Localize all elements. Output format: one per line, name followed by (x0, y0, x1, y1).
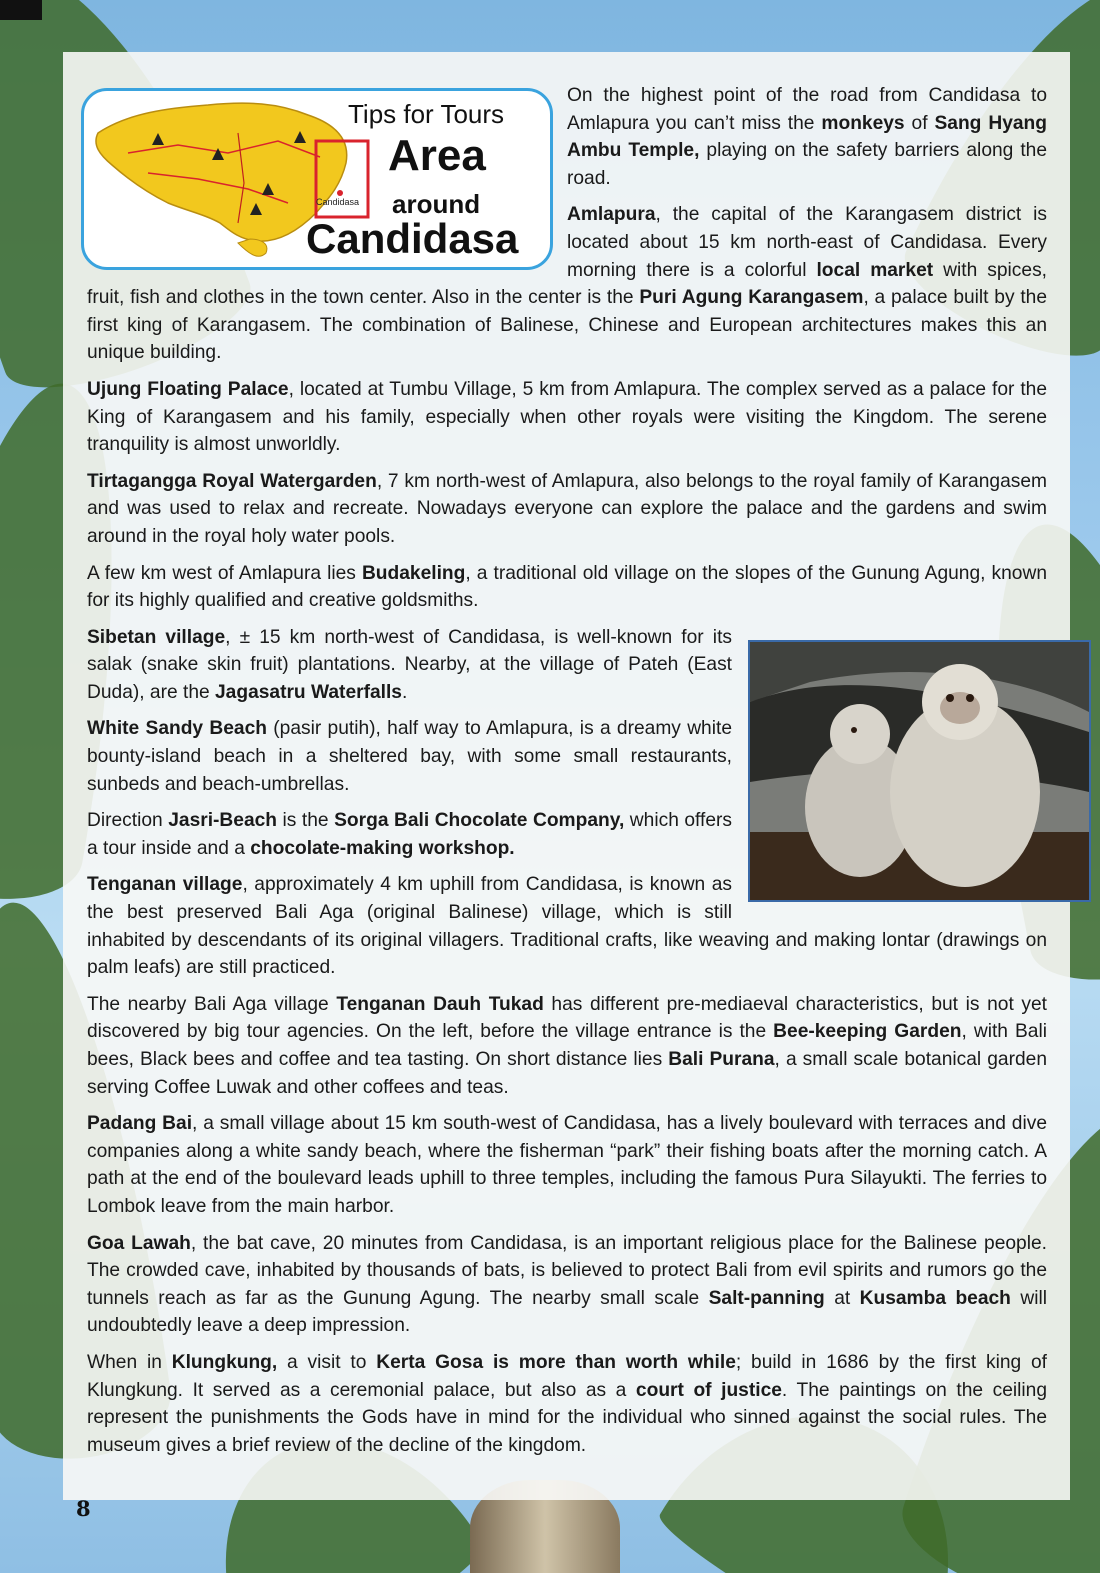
highlight-text: Padang Bai (87, 1113, 193, 1135)
highlight-text: Sang Hyang Ambu Temple, (567, 112, 1047, 162)
highlight-text: Sorga Bali Chocolate Company, (334, 810, 625, 832)
highlight-text: monkeys (821, 112, 905, 134)
title-area: Area (388, 131, 486, 180)
highlight-text: Kerta Gosa is more than worth while (376, 1351, 736, 1373)
title-around: around (392, 189, 481, 219)
paragraph (87, 468, 1047, 551)
body-text: ; build in 1686 by the first king of Klungkung. It served as a ceremonial palace, but also as a (87, 1351, 1048, 1401)
highlight-text: Jagasatru Waterfalls (215, 681, 402, 703)
body-text: a visit to (277, 1351, 377, 1373)
highlight-text: Salt-panning (708, 1287, 825, 1309)
body-text: (pasir putih), half way to Amlapura, is a dreamy white bounty-island beach in a sheltered bay, with some small restaurants, sunbeds and beach-umbrellas. (87, 718, 732, 795)
body-text: with spices, fruit, fish and clothes in the town center. Also in the center is the (87, 259, 1047, 309)
body-text: is the (277, 810, 335, 832)
paragraph (87, 1349, 1047, 1459)
body-text: A few km west of Amlapura lies (87, 562, 362, 584)
highlight-text: Bali Purana (668, 1049, 775, 1070)
highlight-text: Jasri-Beach (168, 810, 278, 832)
title-tips: Tips for Tours (348, 99, 505, 129)
body-text: which offers a tour inside and a (87, 810, 733, 859)
body-text: . The paintings on the ceiling represent the punishments the Gods have in mind for the individual who sinned against the social rules. The museum gives a brief review of the decline of the kingdom. (87, 1379, 1047, 1456)
body-text: , located at Tumbu Village, 5 km from Amlapura. The complex served as a palace for the King of Karangasem and his family, especially when other royals were visiting the Kingdom. The serene tranquility is almost unworldly. (87, 378, 1047, 456)
body-text: , with Bali bees, Black bees and coffee and tea tasting. On short distance lies (87, 1021, 1047, 1070)
body-text: . (401, 681, 408, 703)
body-text: , approximately 4 km uphill from Candidasa, is known as the best preserved Bali Aga (original Balinese) village, which is still inhabited by descendants of its original villagers. Traditional crafts, like weaving and making lontar (drawings on palm leafs) are still practiced. (87, 874, 1047, 979)
body-text: at (824, 1287, 860, 1309)
body-text: , 7 km north-west of Amlapura, also belongs to the royal family of Karangasem and was used to relax and recreate. Nowadays everyone can explore the palace and the gardens and swim around in the royal holy water pools. (87, 470, 1047, 547)
article (87, 82, 1047, 1468)
highlight-text: Tenganan village (87, 874, 243, 896)
body-text: , a small village about 15 km south-west of Candidasa, has a lively boulevard with terraces and dive companies along a white sandy beach, where the fisherman “park” their fishing boats after the morning catch. A path at the end of the boulevard leads uphill to three temples, including the famous Pura Silayukti. The ferries to Lombok leave from the main harbor. (87, 1113, 1047, 1217)
highlight-text: Tirtagangga Royal Watergarden (87, 470, 377, 492)
highlight-text: Klungkung, (171, 1351, 278, 1373)
highlight-text: chocolate-making workshop. (250, 837, 515, 859)
corner-mark (0, 0, 42, 20)
paragraph (87, 560, 1047, 615)
body-text: , a traditional old village on the slopes of the Gunung Agung, known for its highly qualified and creative goldsmiths. (87, 562, 1047, 612)
highlight-text: Kusamba beach (859, 1287, 1011, 1309)
body-text: , a palace built by the first king of Karangasem. The combination of Balinese, Chinese and European architectures makes this an unique building. (87, 287, 1048, 364)
highlight-text: Amlapura (567, 204, 656, 226)
body-text: , the capital of the Karangasem district is located about 15 km north-east of Candidasa. Every morning there is a colorful (567, 204, 1047, 281)
body-text: will undoubtedly leave a deep impression. (87, 1287, 1047, 1337)
body-text: , the bat cave, 20 minutes from Candidasa, is an important religious place for the Balinese people. The crowded cave, inhabited by thousands of bats, is believed to protect Bali from evil spirits and rumors go the tunnels reach as far as the Gunung Agung. The nearby small scale (87, 1232, 1047, 1309)
highlight-text: White Sandy Beach (87, 718, 267, 740)
paragraph (87, 1110, 1047, 1220)
title-box (81, 88, 553, 270)
body-text: The nearby Bali Aga village (87, 993, 337, 1015)
highlight-text: local market (816, 259, 934, 281)
highlight-text: Budakeling (361, 562, 466, 584)
map-label-candidasa: Candidasa (316, 197, 360, 207)
body-text: On the highest point of the road from Candidasa to Amlapura you can’t miss the (567, 85, 1047, 134)
body-text: , a small scale botanical garden serving Coffee Luwak and other coffees and teas. (87, 1049, 1047, 1098)
highlight-text: Puri Agung Karangasem (639, 287, 864, 309)
body-text: When in (87, 1351, 172, 1373)
highlight-text: Goa Lawah (87, 1232, 191, 1254)
paragraph (87, 376, 1047, 459)
highlight-text: court of justice (635, 1379, 782, 1401)
body-text: Direction (87, 810, 169, 832)
paragraph (87, 991, 1047, 1101)
highlight-text: Bee-keeping Garden (773, 1021, 962, 1043)
highlight-text: Sibetan village (87, 626, 226, 648)
highlight-text: Ujung Floating Palace (87, 378, 289, 400)
body-text: of (904, 112, 935, 134)
highlight-text: Tenganan Dauh Tukad (336, 993, 544, 1015)
body-text: playing on the safety barriers along the road. (567, 140, 1047, 189)
body-text: , ± 15 km north-west of Candidasa, is well-known for its salak (snake skin fruit) plantations. Nearby, at the village of Pateh (East Duda), are the (87, 626, 732, 703)
paragraph (87, 1230, 1047, 1340)
monkeys-photo (748, 640, 1091, 902)
title-candidasa: Candidasa (306, 215, 519, 262)
page-number: 8 (76, 1496, 91, 1521)
body-text: has different pre-mediaeval characteristics, but is not yet discovered by big tour agencies. On the left, before the village entrance is the (87, 993, 1048, 1043)
